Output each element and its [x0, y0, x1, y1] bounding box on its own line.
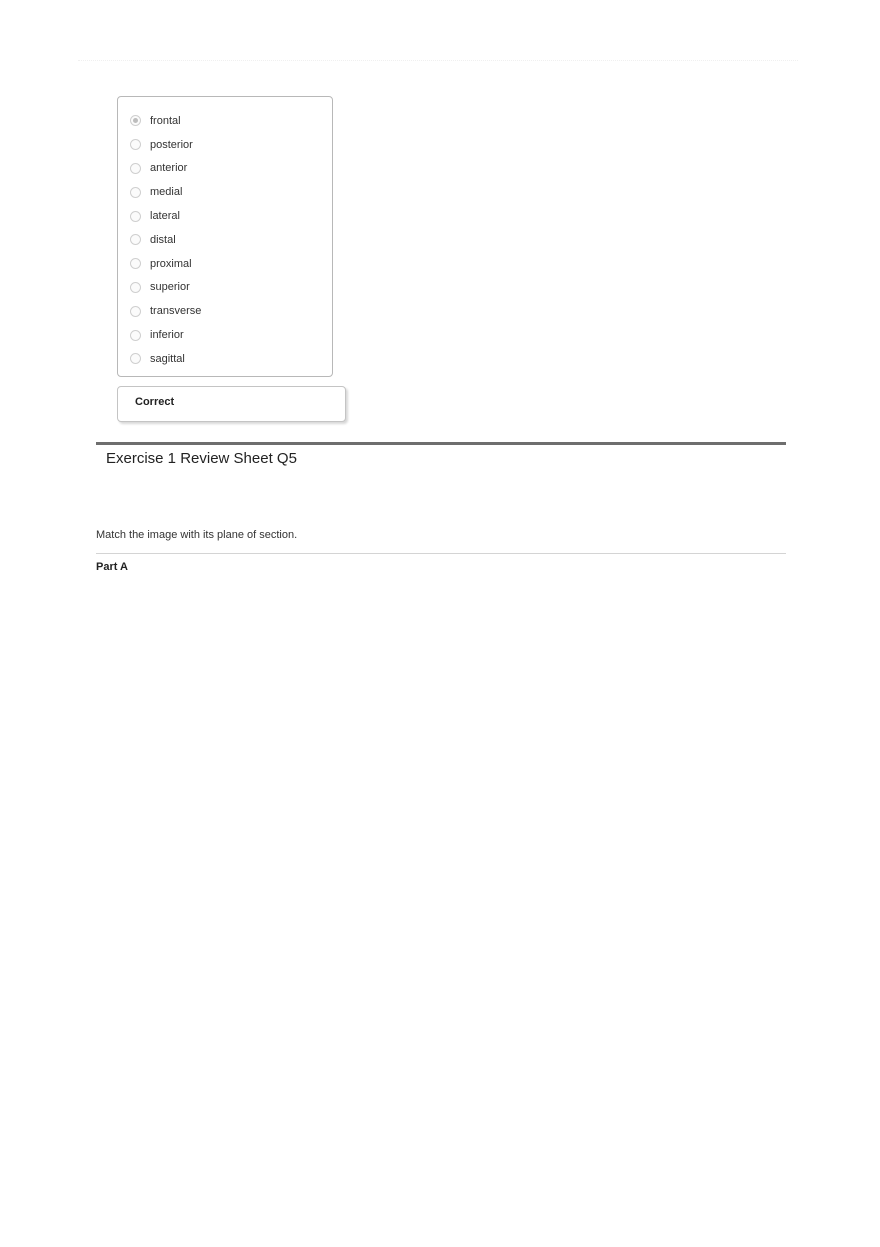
choice-label: anterior — [150, 162, 188, 175]
choice-item[interactable] — [118, 157, 332, 181]
choice-item[interactable] — [118, 180, 332, 204]
feedback-text: Correct — [135, 396, 175, 408]
part-label: Part A — [96, 561, 128, 573]
choice-label: transverse — [150, 305, 202, 318]
radio-button-icon[interactable] — [130, 211, 141, 222]
choice-label: superior — [150, 281, 190, 294]
top-divider — [78, 60, 798, 61]
radio-button-icon[interactable] — [130, 187, 141, 198]
choice-item[interactable] — [118, 276, 332, 300]
choice-item[interactable] — [118, 204, 332, 228]
radio-button-icon[interactable] — [130, 163, 141, 174]
choice-item[interactable] — [118, 347, 332, 371]
radio-button-icon[interactable] — [130, 282, 141, 293]
radio-button-icon[interactable] — [130, 115, 141, 126]
choice-item[interactable] — [118, 323, 332, 347]
choice-label: proximal — [150, 257, 192, 270]
choice-label: sagittal — [150, 352, 185, 365]
feedback-panel — [117, 386, 346, 422]
radio-button-icon[interactable] — [130, 234, 141, 245]
choice-label: frontal — [150, 114, 181, 127]
instruction-divider — [96, 553, 786, 554]
radio-button-icon[interactable] — [130, 139, 141, 150]
choice-label: lateral — [150, 210, 180, 223]
choice-item[interactable] — [118, 299, 332, 323]
choice-item[interactable] — [118, 133, 332, 157]
choice-item[interactable] — [118, 252, 332, 276]
question-instruction: Match the image with its plane of section. — [96, 529, 298, 541]
choice-item[interactable] — [118, 228, 332, 252]
choice-label: medial — [150, 186, 183, 199]
radio-button-icon[interactable] — [130, 353, 141, 364]
choice-label: inferior — [150, 329, 184, 342]
radio-button-icon[interactable] — [130, 330, 141, 341]
choice-item[interactable] — [118, 109, 332, 133]
section-divider — [96, 442, 786, 445]
choice-label: distal — [150, 233, 176, 246]
radio-button-icon[interactable] — [130, 258, 141, 269]
radio-button-icon[interactable] — [130, 306, 141, 317]
section-title: Exercise 1 Review Sheet Q5 — [106, 450, 297, 467]
answer-choices-list — [118, 109, 332, 371]
answer-choices-panel — [117, 96, 333, 377]
choice-label: posterior — [150, 138, 193, 151]
